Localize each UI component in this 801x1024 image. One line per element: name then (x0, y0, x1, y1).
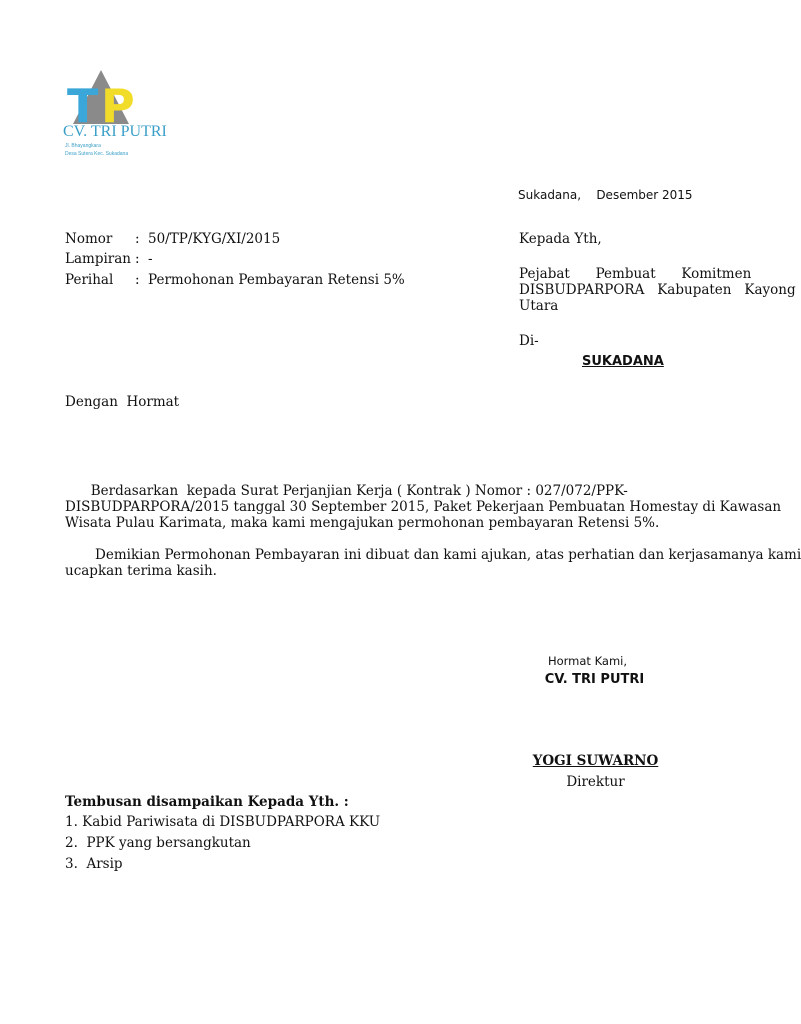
meta-value: - (148, 251, 153, 267)
salutation: Dengan Hormat (65, 394, 180, 410)
cc-item: 3. Arsip (65, 856, 123, 872)
meta-sep: : (135, 272, 140, 288)
meta-label: Perihal (65, 272, 114, 288)
body-p1-line-2: DISBUDPARPORA/2015 tanggal 30 September 2015, Paket Pekerjaan Pembuatan Homestay di Kawasan (65, 499, 782, 515)
body-p2-line-2: ucapkan terima kasih. (65, 563, 217, 579)
signer-name: YOGI SUWARNO (532, 753, 659, 769)
recipient-di: Di- (519, 333, 539, 349)
meta-sep: : (135, 231, 140, 247)
meta-label: Nomor (65, 231, 113, 247)
body-p1-line-1: Berdasarkan kepada Surat Perjanjian Kerja ( Kontrak ) Nomor : 027/072/PPK- (65, 483, 628, 499)
meta-lampiran (65, 251, 153, 267)
letter-date: Sukadana, Desember 2015 (518, 188, 693, 202)
company-logo (63, 68, 193, 160)
svg-text:P: P (101, 79, 135, 133)
recipient-line-1: Pejabat Pembuat Komitmen (519, 266, 752, 282)
recipient-line-3: Utara (519, 298, 559, 314)
tp-logo-mark-icon (63, 68, 143, 133)
cc-item: 1. Kabid Pariwisata di DISBUDPARPORA KKU (65, 814, 381, 830)
logo-address-line-2: Desa Sutera Kec. Sukadana (65, 151, 129, 157)
recipient-greeting: Kepada Yth, (519, 231, 602, 247)
meta-value: Permohonan Pembayaran Retensi 5% (148, 272, 405, 288)
cc-item: 2. PPK yang bersangkutan (65, 835, 251, 851)
meta-sep: : (135, 251, 140, 267)
meta-value: 50/TP/KYG/XI/2015 (148, 231, 281, 247)
recipient-city: SUKADANA (582, 354, 664, 369)
logo-address-line-1: Jl. Bhayangkara (65, 143, 101, 149)
cc-heading: Tembusan disampaikan Kepada Yth. : (65, 794, 349, 810)
logo-company-name: CV. TRI PUTRI (63, 123, 167, 140)
signer-title: Direktur (566, 774, 625, 790)
meta-nomor (65, 231, 280, 247)
meta-label: Lampiran (65, 251, 131, 267)
closing-regards: Hormat Kami, (547, 654, 628, 668)
closing-company: CV. TRI PUTRI (544, 672, 645, 687)
body-p1-line-3: Wisata Pulau Karimata, maka kami mengajukan permohonan pembayaran Retensi 5%. (65, 515, 660, 531)
body-p2-line-1: Demikian Permohonan Pembayaran ini dibuat dan kami ajukan, atas perhatian dan kerjasamanya kami (65, 547, 801, 563)
meta-perihal (65, 272, 405, 288)
svg-text:T: T (67, 79, 99, 133)
recipient-line-2: DISBUDPARPORA Kabupaten Kayong (519, 282, 796, 298)
